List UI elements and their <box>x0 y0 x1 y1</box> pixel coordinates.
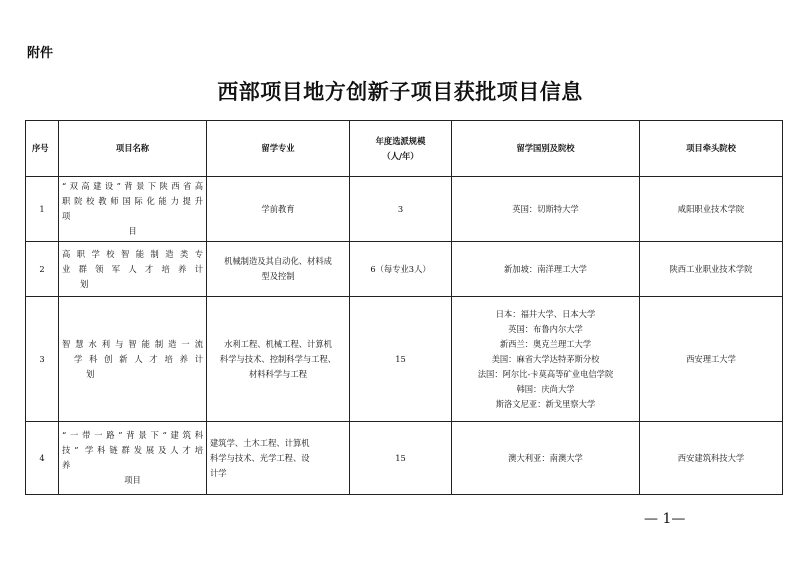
school-line: 新西兰：奥克兰理工大学 <box>499 338 592 349</box>
major-line: 机械制造及其自动化、材料成 <box>224 256 332 266</box>
school-line: 法国：阿尔比-卡莫高等矿业电信学院 <box>477 368 614 379</box>
cell-major <box>207 177 350 242</box>
major-line: 科学与技术、光学工程、设 <box>210 452 310 463</box>
table-row <box>26 422 783 495</box>
project-name-line: 项目 <box>124 475 141 485</box>
major-line: 建筑学、土木工程、计算机 <box>210 437 310 448</box>
cell-scale: 15 <box>350 422 452 495</box>
col-header-scale <box>350 121 452 177</box>
project-name-line: 技” 学科链群发展及人才培 <box>62 445 203 455</box>
school-line: 斯洛文尼亚：新戈里察大学 <box>495 398 596 409</box>
project-name-line: 目 <box>128 226 137 236</box>
project-name-line: 智慧水利与智能制造一流 <box>62 338 203 349</box>
cell-lead-institution: 西安建筑科技大学 <box>640 422 783 495</box>
cell-school <box>452 422 640 495</box>
project-name-line: 项 <box>62 211 71 221</box>
page-number: — 1— <box>644 511 686 527</box>
cell-school <box>452 177 640 242</box>
cell-lead-institution: 陕西工业职业技术学院 <box>640 242 783 297</box>
cell-school <box>452 297 640 422</box>
project-name-line: 划 <box>80 278 89 289</box>
cell-project-name <box>59 297 207 422</box>
cell-project-name <box>59 422 207 495</box>
major-line: 计学 <box>210 467 227 478</box>
cell-seq: 1 <box>26 177 59 242</box>
attachment-label: 附件 <box>27 46 54 61</box>
project-name-line: “双高建设”背景下陕西省高 <box>62 181 203 191</box>
col-header-major: 留学专业 <box>207 121 350 177</box>
col-header-school: 留学国别及院校 <box>452 121 640 177</box>
project-name-line: 高职学校智能制造类专 <box>62 248 203 259</box>
cell-scale: 15 <box>350 297 452 422</box>
cell-scale: 3 <box>350 177 452 242</box>
col-header-scale-line2: （人/年） <box>382 150 419 161</box>
cell-seq: 4 <box>26 422 59 495</box>
project-name-line: 养 <box>62 460 71 470</box>
cell-scale: 6（每专业3人） <box>350 242 452 297</box>
col-header-name: 项目名称 <box>59 121 207 177</box>
cell-seq: 3 <box>26 297 59 422</box>
document-title: 西部项目地方创新子项目获批项目信息 <box>217 79 583 104</box>
table-row <box>26 177 783 242</box>
cell-project-name <box>59 242 207 297</box>
cell-seq: 2 <box>26 242 59 297</box>
school-line: 美国：麻省大学达特茅斯分校 <box>491 353 600 364</box>
cell-major <box>207 297 350 422</box>
major-line: 科学与技术、控制科学与工程、 <box>219 353 337 364</box>
table-row <box>26 242 783 297</box>
cell-major <box>207 422 350 495</box>
col-header-seq: 序号 <box>26 121 59 177</box>
major-line: 材料科学与工程 <box>248 368 308 379</box>
project-table <box>25 120 783 495</box>
table-header-row <box>26 121 783 177</box>
school-line: 韩国：庆尚大学 <box>516 383 575 394</box>
project-name-line: 划 <box>86 368 95 379</box>
school-line: 新加坡：南洋理工大学 <box>504 263 587 274</box>
col-header-lead: 项目牵头院校 <box>640 121 783 177</box>
project-name-line: 职院校教师国际化能力提升 <box>62 196 203 206</box>
table-row <box>26 297 783 422</box>
cell-project-name <box>59 177 207 242</box>
school-line: 澳大利亚：南澳大学 <box>508 452 583 463</box>
school-line: 英国：切斯特大学 <box>512 203 579 214</box>
school-line: 日本：福井大学、日本大学 <box>495 308 596 319</box>
major-line: 型及控制 <box>261 271 295 281</box>
cell-major <box>207 242 350 297</box>
cell-lead-institution: 西安理工大学 <box>640 297 783 422</box>
project-name-line: “一带一路”背景下“建筑科 <box>62 430 203 440</box>
cell-school <box>452 242 640 297</box>
school-line: 英国：布鲁内尔大学 <box>508 323 583 334</box>
major-line: 水利工程、机械工程、计算机 <box>224 338 332 349</box>
cell-lead-institution: 咸阳职业技术学院 <box>640 177 783 242</box>
project-name-line: 业群领军人才培养计 <box>62 263 203 274</box>
col-header-scale-line1: 年度选派规模 <box>375 135 426 146</box>
project-name-line: 学科创新人才培养计 <box>74 353 203 364</box>
major-line: 学前教育 <box>261 203 295 214</box>
